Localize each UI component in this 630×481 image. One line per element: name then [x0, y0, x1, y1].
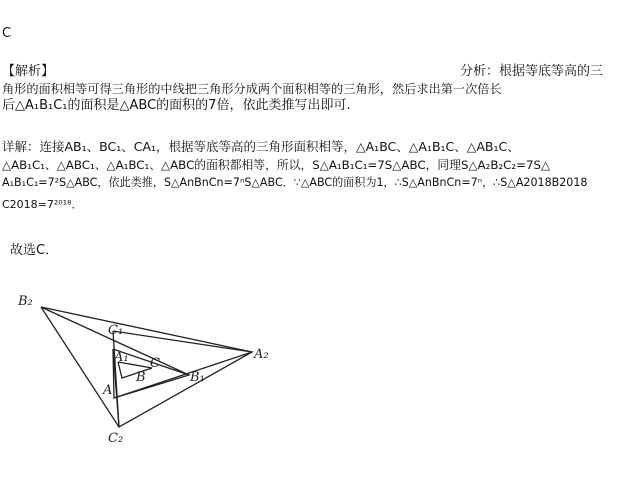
- label-A2: A₂: [254, 347, 269, 362]
- label-A: A: [103, 383, 113, 398]
- analysis-intro: 分析：根据等底等高的三: [460, 64, 604, 79]
- label-C1: C₁: [108, 323, 124, 338]
- detail-line-4: C2018=7²⁰¹⁸．: [2, 198, 83, 211]
- label-C: C: [150, 356, 160, 371]
- detail-line-3: A₁B₁C₁=7²S△ABC，依此类推，S△AnBnCn=7ⁿS△ABC．∵△ABC的面积为1，∴S△AnBnCn=7ⁿ，∴S△A2018B2018: [2, 176, 588, 189]
- analysis-line-2: 角形的面积相等可得三角形的中线把三角形分成两个面积相等的三角形，然后求出第一次倍长: [2, 82, 502, 96]
- label-B: B: [136, 370, 146, 385]
- detail-line-1: 详解：连接AB₁、BC₁、CA₁，根据等底等高的三角形面积相等，△A₁BC、△A₁B₁C、△AB₁C、: [2, 139, 520, 154]
- label-A1: A₁: [114, 350, 129, 365]
- label-B1: B₁: [190, 370, 205, 385]
- label-B2: B₂: [18, 294, 33, 309]
- analysis-tag: 【解析】: [2, 64, 55, 79]
- conclusion-text: 故选C．: [10, 243, 59, 258]
- analysis-line-3: 后△A₁B₁C₁的面积是△ABC的面积的7倍，依此类推写出即可.: [2, 98, 351, 113]
- detail-line-2: △AB₁C₁、△ABC₁、△A₁BC₁、△ABC的面积都相等，所以，S△A₁B₁C₁=7S△ABC，同理S△A₂B₂C₂=7S△: [2, 158, 551, 172]
- label-C2: C₂: [108, 431, 124, 446]
- answer-text: C: [2, 26, 12, 41]
